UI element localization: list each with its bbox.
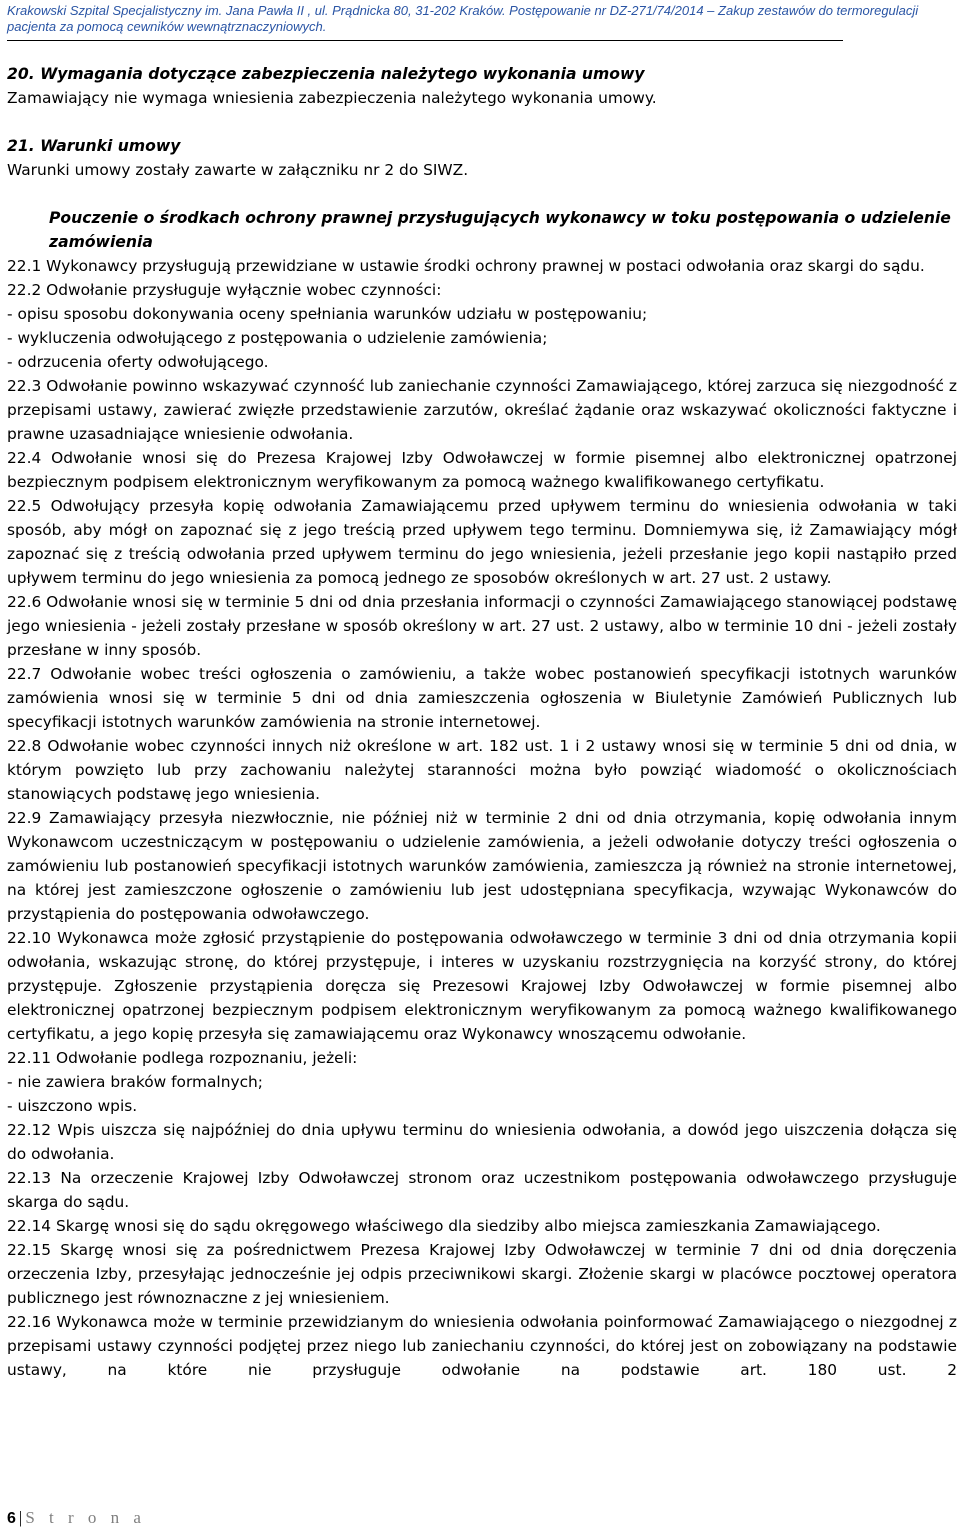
- paragraph-22-12: 22.12 Wpis uiszcza się najpóźniej do dnia upływu terminu do wniesienia odwołania, a dowód jego uiszczenia dołącza się do odwołania.: [7, 1121, 957, 1163]
- list-item: - opisu sposobu dokonywania oceny spełniania warunków udziału w postępowaniu;: [7, 305, 648, 323]
- list-item: - wykluczenia odwołującego z postępowania o udzielenie zamówienia;: [7, 329, 548, 347]
- paragraph-22-16: 22.16 Wykonawca może w terminie przewidzianym do wniesienia odwołania poinformować Zamawiającego o niezgodnej z przepisami ustawy czynności podjętej przez niego lub zaniechaniu czynności, do której jest on zobowiązany na podstawie ustawy, na które nie przysługuje odwołanie na podstawie art. 180 ust. 2: [7, 1313, 957, 1379]
- section-20-body: Zamawiający nie wymaga wniesienia zabezpieczenia należytego wykonania umowy.: [7, 89, 657, 107]
- page-number: 6: [7, 1510, 16, 1527]
- section-20-number: 20.: [7, 65, 35, 83]
- paragraph-22-6: 22.6 Odwołanie wnosi się w terminie 5 dni od dnia przesłania informacji o czynności Zamawiającego stanowiącej podstawę jego wniesienia - jeżeli zostały przesłane w sposób określony w art. 27 ust. 2 ustawy, albo w terminie 10 dni - jeżeli zostały przesłane w inny sposób.: [7, 593, 957, 659]
- section-21-body: Warunki umowy zostały zawarte w załączniku nr 2 do SIWZ.: [7, 161, 469, 179]
- spacer: [7, 110, 957, 134]
- section-20-heading: [7, 62, 957, 86]
- list-item: - odrzucenia oferty odwołującego.: [7, 353, 269, 371]
- section-21-number: 21.: [7, 137, 35, 155]
- paragraph-22-14: 22.14 Skargę wnosi się do sądu okręgowego właściwego dla siedziby albo miejsca zamieszkania Zamawiającego.: [7, 1217, 881, 1235]
- paragraph-22-5: 22.5 Odwołujący przesyła kopię odwołania Zamawiającemu przed upływem terminu do wniesienia odwołania w taki sposób, aby mógł on zapoznać się z jego treścią przed upływem tego terminu. Domniemywa się, iż Zamawiający mógł zapoznać się z treścią odwołania przed upływem terminu do jego wniesienia, jeżeli przesłanie jego kopii nastąpiło przed upływem terminu do jego wniesienia za pomocą jednego ze sposobów określonych w art. 27 ust. 2 ustawy.: [7, 497, 957, 587]
- header-divider: [7, 40, 843, 41]
- paragraph-22-11: 22.11 Odwołanie podlega rozpoznaniu, jeżeli:: [7, 1049, 358, 1067]
- footer-separator: |: [18, 1508, 23, 1527]
- section-21-title: Warunki umowy: [40, 137, 181, 155]
- section-21-heading: [7, 134, 957, 158]
- section-22-paragraphs: [7, 254, 957, 1382]
- spacer: [7, 182, 957, 206]
- document-body: [7, 62, 957, 1382]
- paragraph-22-15: 22.15 Skargę wnosi się za pośrednictwem Prezesa Krajowej Izby Odwoławczej w terminie 7 dni od dnia doręczenia orzeczenia Izby, przesyłając jednocześnie jej odpis przeciwnikowi skargi. Złożenie skargi w placówce pocztowej operatora publicznego jest równoznaczne z jej wniesieniem.: [7, 1241, 957, 1307]
- paragraph-22-9: 22.9 Zamawiający przesyła niezwłocznie, nie później niż w terminie 2 dni od dnia otrzymania, kopię odwołania innym Wykonawcom uczestniczącym w postępowaniu o udzielenie zamówienia, a jeżeli odwołanie dotyczy treści ogłoszenia o zamówieniu lub postanowień specyfikacji istotnych warunków zamówienia, zamieszcza ją również na stronie internetowej, na której jest zamieszczone ogłoszenie o zamówieniu lub jest udostępniana specyfikacja, wzywając Wykonawców do przystąpienia do postępowania odwoławczego.: [7, 809, 957, 923]
- paragraph-22-10: 22.10 Wykonawca może zgłosić przystąpienie do postępowania odwoławczego w terminie 3 dni od dnia otrzymania kopii odwołania, wskazując stronę, do której przystępuje, i interes w uzyskaniu rozstrzygnięcia na korzyść strony, do której przystępuje. Zgłoszenie przystąpienia doręcza się Prezesowi Krajowej Izby Odwoławczej w formie pisemnej albo elektronicznej opatrzonej bezpiecznym podpisem elektronicznym weryfikowanym za pomocą ważnego kwalifikowanego certyfikatu, a jego kopię przesyła się zamawiającemu oraz Wykonawcy wnoszącemu odwołanie.: [7, 929, 957, 1043]
- section-20-title: Wymagania dotyczące zabezpieczenia należytego wykonania umowy: [40, 65, 645, 83]
- section-22-heading: [7, 206, 957, 254]
- paragraph-22-4: 22.4 Odwołanie wnosi się do Prezesa Krajowej Izby Odwoławczej w formie pisemnej albo elektronicznej opatrzonej bezpiecznym podpisem elektronicznym weryfikowanym za pomocą ważnego kwalifikowanego certyfikatu.: [7, 449, 957, 491]
- paragraph-22-13: 22.13 Na orzeczenie Krajowej Izby Odwoławczej stronom oraz uczestnikom postępowania odwoławczego przysługuje skarga do sądu.: [7, 1169, 957, 1211]
- page-footer: [7, 1508, 146, 1529]
- list-item: - nie zawiera braków formalnych;: [7, 1073, 263, 1091]
- header-text: Krakowski Szpital Specjalistyczny im. Jana Pawła II , ul. Prądnicka 80, 31-202 Kraków. Postępowanie nr DZ-271/74/2014 – Zakup zestawów do termoregulacji pacjenta za pomocą cewników wewnątrznaczyniowych.: [7, 3, 919, 34]
- document-header: [7, 3, 957, 35]
- paragraph-22-8: 22.8 Odwołanie wobec czynności innych niż określone w art. 182 ust. 1 i 2 ustawy wnosi się w terminie 5 dni od dnia, w którym powzięto lub przy zachowaniu należytej staranności można było powziąć wiadomość o okolicznościach stanowiących podstawę jego wniesienia.: [7, 737, 957, 803]
- paragraph-22-3: 22.3 Odwołanie powinno wskazywać czynność lub zaniechanie czynności Zamawiającego, której zarzuca się niezgodność z przepisami ustawy, zawierać zwięzłe przedstawienie zarzutów, określać żądanie oraz wskazywać okoliczności faktyczne i prawne uzasadniające wniesienie odwołania.: [7, 377, 957, 443]
- section-22-number: [7, 206, 49, 230]
- paragraph-22-2: 22.2 Odwołanie przysługuje wyłącznie wobec czynności:: [7, 281, 442, 299]
- section-22-title: Pouczenie o środkach ochrony prawnej przysługujących wykonawcy w toku postępowania o udzielenie zamówienia: [49, 209, 951, 251]
- page-label: S t r o n a: [25, 1508, 146, 1527]
- paragraph-22-1: 22.1 Wykonawcy przysługują przewidziane w ustawie środki ochrony prawnej w postaci odwołania oraz skargi do sądu.: [7, 257, 925, 275]
- paragraph-22-7: 22.7 Odwołanie wobec treści ogłoszenia o zamówieniu, a także wobec postanowień specyfikacji istotnych warunków zamówienia wnosi się w terminie 5 dni od dnia zamieszczenia ogłoszenia w Biuletynie Zamówień Publicznych lub specyfikacji istotnych warunków zamówienia na stronie internetowej.: [7, 665, 957, 731]
- list-item: - uiszczono wpis.: [7, 1097, 138, 1115]
